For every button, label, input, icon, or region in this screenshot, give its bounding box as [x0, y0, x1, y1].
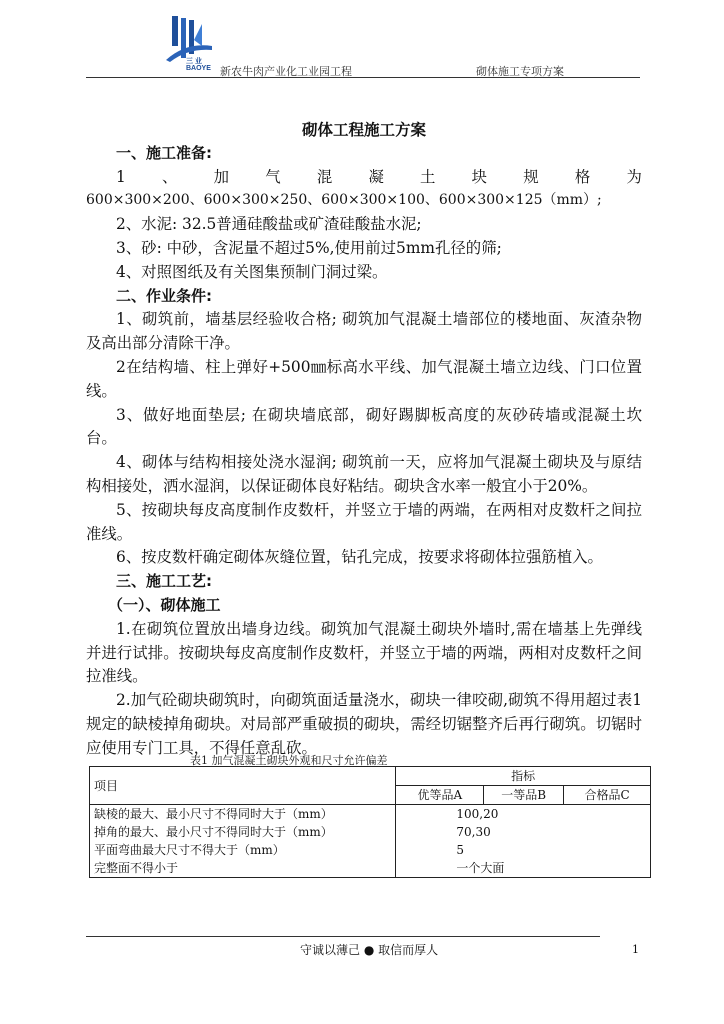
spread-char: 规: [523, 167, 539, 186]
footer-rule: [86, 936, 600, 937]
table-row: [90, 841, 651, 859]
spread-char: 为: [626, 167, 642, 186]
section-1-heading: 一、施工准备:: [116, 143, 212, 162]
tolerance-table: [89, 766, 651, 878]
col-item-header: 项目: [90, 767, 396, 805]
grade-c-header: 合格品C: [564, 786, 651, 805]
header-doc-title: 砌体施工专项方案: [476, 65, 564, 78]
table-row: [90, 805, 651, 824]
spread-char: 格: [574, 167, 591, 186]
grade-b-header: 一等品B: [484, 786, 564, 805]
spread-char: 加: [213, 167, 230, 186]
section-2-heading: 二、作业条件:: [116, 286, 212, 305]
s1-item3: 3、砂: 中砂，含泥量不超过5%,使用前过5mm孔径的筛;: [116, 238, 502, 257]
logo-text: 三 业 BAOYE: [186, 58, 211, 72]
header-rule: [86, 77, 640, 78]
spread-char: 、: [162, 167, 178, 186]
row-label: 平面弯曲最大尺寸不得大于（mm）: [90, 841, 396, 859]
section-3-heading: 三、施工工艺:: [116, 572, 212, 591]
row-label: 掉角的最大、最小尺寸不得同时大于（mm）: [90, 823, 396, 841]
row-label: 完整面不得小于: [90, 859, 396, 878]
s3-item1: 1.在砌筑位置放出墙身边线。砌筑加气混凝土砌块外墙时,需在墙基上先弹线并进行试排。按砌块每皮高度制作皮数杆，并竖立于墙的两端，两相对皮数杆之间拉准线。: [86, 619, 642, 686]
document-body: [86, 118, 642, 761]
header-project-title: 新农牛肉产业化工业园工程: [220, 65, 352, 78]
doc-title: 砌体工程施工方案: [301, 120, 426, 139]
grade-a-header: 优等品A: [396, 786, 484, 805]
s3-item2: 2.加气砼砌块砌筑时，向砌筑面适量浇水，砌块一律咬砌,砌筑不得用超过表1规定的缺棱掉角砌块。对局部严重破损的砌块，需经切锯整齐后再行砌筑。切锯时应使用专门工具，不得任意乱砍。: [86, 691, 642, 757]
table-row: [90, 859, 651, 878]
s2-item6: 6、按皮数杆确定砌体灰缝位置，钻孔完成，按要求将砌体拉强筋植入。: [116, 548, 603, 567]
table-row: [90, 823, 651, 841]
row-label: 缺棱的最大、最小尺寸不得同时大于（mm）: [90, 805, 396, 824]
page-number: 1: [632, 943, 639, 956]
spread-char: 土: [420, 167, 436, 186]
s2-item3: 3、做好地面垫层; 在砌块墙底部，砌好踢脚板高度的灰砂砖墙或混凝土坎台。: [86, 405, 642, 448]
row-value: 5: [396, 841, 651, 859]
spread-char: 凝: [368, 167, 384, 186]
s2-item5: 5、按砌块每皮高度制作皮数杆，并竖立于墙的两端，在两相对皮数杆之间拉准线。: [86, 500, 642, 543]
spread-char: 气: [265, 167, 281, 186]
table-header-row: [90, 767, 651, 786]
s1-item1-cont: 600×300×200、600×300×250、600×300×100、600×300×125（mm）;: [86, 192, 602, 209]
row-value: 一个大面: [396, 859, 651, 878]
table-caption: 表1 加气混凝土砌块外观和尺寸允许偏差: [190, 754, 388, 767]
spread-char: 1: [116, 167, 126, 186]
s2-item1: 1、砌筑前，墙基层经验收合格; 砌筑加气混凝土墙部位的楼地面、灰渣杂物及高出部分清除干净。: [86, 310, 642, 353]
section-3-subheading: （一）、砌体施工: [108, 595, 221, 614]
s2-item4: 4、砌体与结构相接处浇水湿润; 砌筑前一天，应将加气混凝土砌块及与原结构相接处，洒水湿润，以保证砌体良好粘结。砌块含水率一般宜小于20%。: [86, 453, 642, 495]
col-index-header: 指标: [396, 767, 651, 786]
row-value: 70,30: [396, 823, 651, 841]
spread-char: 块: [471, 167, 488, 186]
s1-item4: 4、对照图纸及有关图集预制门洞过梁。: [116, 262, 388, 281]
spread-char: 混: [316, 167, 333, 186]
s1-item2: 2、水泥: 32.5普通硅酸盐或矿渣硅酸盐水泥;: [116, 215, 422, 234]
footer-motto: 守诚以薄己 ● 取信而厚人: [300, 943, 439, 957]
s2-item2: 2在结构墙、柱上弹好+500㎜标高水平线、加气混凝土墙立边线、门口位置线。: [86, 357, 642, 400]
row-value: 100,20: [396, 805, 651, 824]
s1-item1-line: [86, 166, 642, 190]
